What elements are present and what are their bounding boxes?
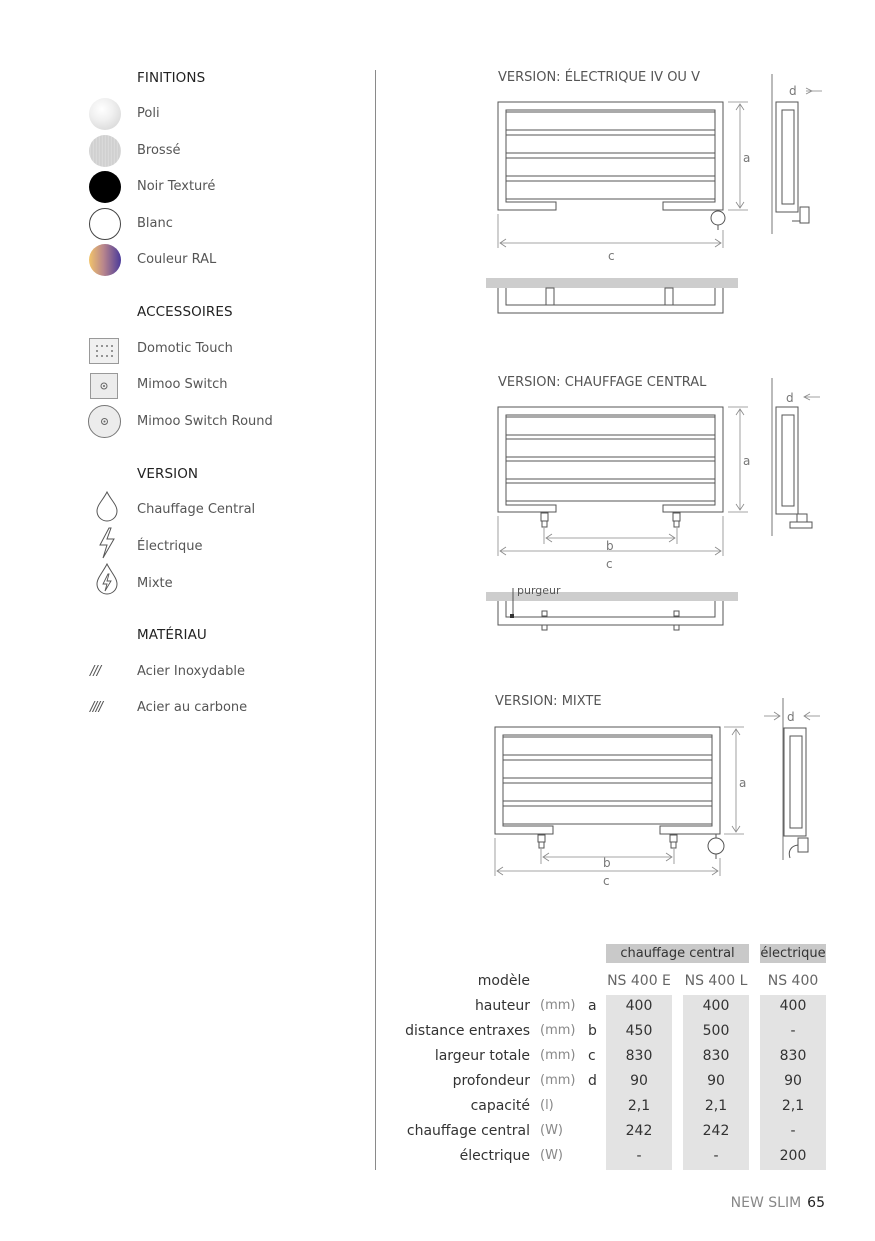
domotic-touch-icon [89, 338, 119, 364]
materiau-label-inox: Acier Inoxydable [137, 664, 245, 679]
accessoires-title: ACCESSOIRES [137, 304, 233, 320]
table-cell: 830 [702, 1048, 730, 1064]
accessoire-label-mimoo-round: Mimoo Switch Round [137, 414, 273, 429]
stainless-steel-symbol: /// [90, 664, 101, 679]
table-cell: 200 [779, 1148, 807, 1164]
finitions-title: FINITIONS [137, 70, 206, 86]
carbon-steel-symbol: //// [90, 700, 102, 715]
dim-c-label: c [603, 874, 610, 888]
mimoo-switch-icon [90, 373, 118, 399]
model-name: NS 400 [767, 973, 819, 989]
table-cell: - [636, 1148, 642, 1164]
dim-d-label: d [786, 391, 794, 405]
mimoo-switch-round-icon [88, 405, 121, 438]
diagram-mixte-title: VERSION: MIXTE [495, 694, 602, 709]
column-divider [375, 70, 376, 1170]
model-name: NS 400 L [684, 973, 748, 989]
table-cell: 2,1 [781, 1098, 805, 1114]
dim-d-label: d [787, 710, 795, 724]
polished-swatch-icon [89, 98, 121, 130]
materiau-label-carbone: Acier au carbone [137, 700, 248, 715]
table-cell: - [790, 1023, 796, 1039]
row-label: chauffage central [406, 1123, 530, 1139]
row-unit: (mm) [540, 1048, 576, 1063]
row-unit: (l) [540, 1098, 554, 1113]
diagram-electrique-title: VERSION: ÉLECTRIQUE IV OU V [498, 70, 700, 85]
row-letter: b [588, 1023, 597, 1039]
row-unit: (W) [540, 1148, 563, 1163]
page-number: 65 [807, 1195, 825, 1211]
brushed-swatch-icon [89, 135, 121, 167]
purgeur-label: purgeur [517, 584, 561, 597]
ral-color-swatch-icon [89, 244, 121, 276]
version-title: VERSION [137, 466, 199, 482]
row-unit: (mm) [540, 1023, 576, 1038]
table-cell: 400 [702, 998, 730, 1014]
table-cell: 400 [779, 998, 807, 1014]
row-label: distance entraxes [405, 1023, 530, 1039]
lightning-icon [96, 526, 118, 564]
table-cell: 242 [702, 1123, 730, 1139]
finition-label-blanc: Blanc [137, 216, 173, 231]
dim-a-label: a [739, 776, 747, 790]
dim-a-label: a [743, 454, 751, 468]
row-label: capacité [470, 1098, 530, 1114]
finition-label-noir: Noir Texturé [137, 179, 216, 194]
drop-lightning-icon [94, 562, 120, 600]
footer-brand: NEW SLIM [730, 1195, 802, 1211]
row-letter: a [588, 998, 597, 1014]
page-footer [731, 1195, 825, 1211]
water-drop-icon [94, 490, 120, 526]
version-label-mixte: Mixte [137, 576, 173, 591]
accessoire-label-mimoo: Mimoo Switch [137, 377, 228, 392]
dim-c-label: c [608, 249, 615, 263]
dim-d-label: d [789, 84, 797, 98]
dim-b-label: b [606, 539, 614, 553]
dim-c-label: c [606, 557, 613, 571]
row-letter: c [588, 1048, 596, 1064]
table-cell: 90 [784, 1073, 802, 1089]
white-swatch-icon [89, 208, 121, 240]
diagram-central [480, 370, 840, 640]
row-label: profondeur [452, 1073, 530, 1089]
model-name: NS 400 E [607, 973, 671, 989]
diagram-electrique [480, 60, 840, 330]
group-header-central: chauffage central [606, 944, 749, 963]
table-cell: 90 [707, 1073, 725, 1089]
table-cell: 830 [779, 1048, 807, 1064]
dim-a-label: a [743, 151, 751, 165]
table-cell: 500 [702, 1023, 730, 1039]
materiau-title: MATÉRIAU [137, 627, 207, 643]
finition-label-poli: Poli [137, 106, 160, 121]
finition-label-ral: Couleur RAL [137, 252, 217, 267]
row-label: hauteur [474, 998, 530, 1014]
row-label: largeur totale [434, 1048, 530, 1064]
table-cell: - [713, 1148, 719, 1164]
row-unit: (mm) [540, 1073, 576, 1088]
row-letter: d [588, 1073, 597, 1089]
table-cell: - [790, 1123, 796, 1139]
diagram-mixte [480, 690, 840, 900]
row-label: électrique [459, 1148, 530, 1164]
version-label-electrique: Électrique [137, 539, 203, 554]
table-cell: 2,1 [704, 1098, 728, 1114]
dim-b-label: b [603, 856, 611, 870]
table-cell: 830 [625, 1048, 653, 1064]
group-header-electrique: électrique [760, 946, 826, 961]
version-label-central: Chauffage Central [137, 502, 256, 517]
table-cell: 450 [625, 1023, 653, 1039]
black-swatch-icon [89, 171, 121, 203]
diagram-central-title: VERSION: CHAUFFAGE CENTRAL [498, 375, 707, 390]
accessoire-label-domotic: Domotic Touch [137, 341, 233, 356]
table-cell: 242 [625, 1123, 653, 1139]
row-unit: (mm) [540, 998, 576, 1013]
table-cell: 2,1 [627, 1098, 651, 1114]
table-cell: 400 [625, 998, 653, 1014]
table-cell: 90 [630, 1073, 648, 1089]
row-unit: (W) [540, 1123, 563, 1138]
model-label: modèle [477, 973, 530, 989]
finition-label-brosse: Brossé [137, 143, 181, 158]
